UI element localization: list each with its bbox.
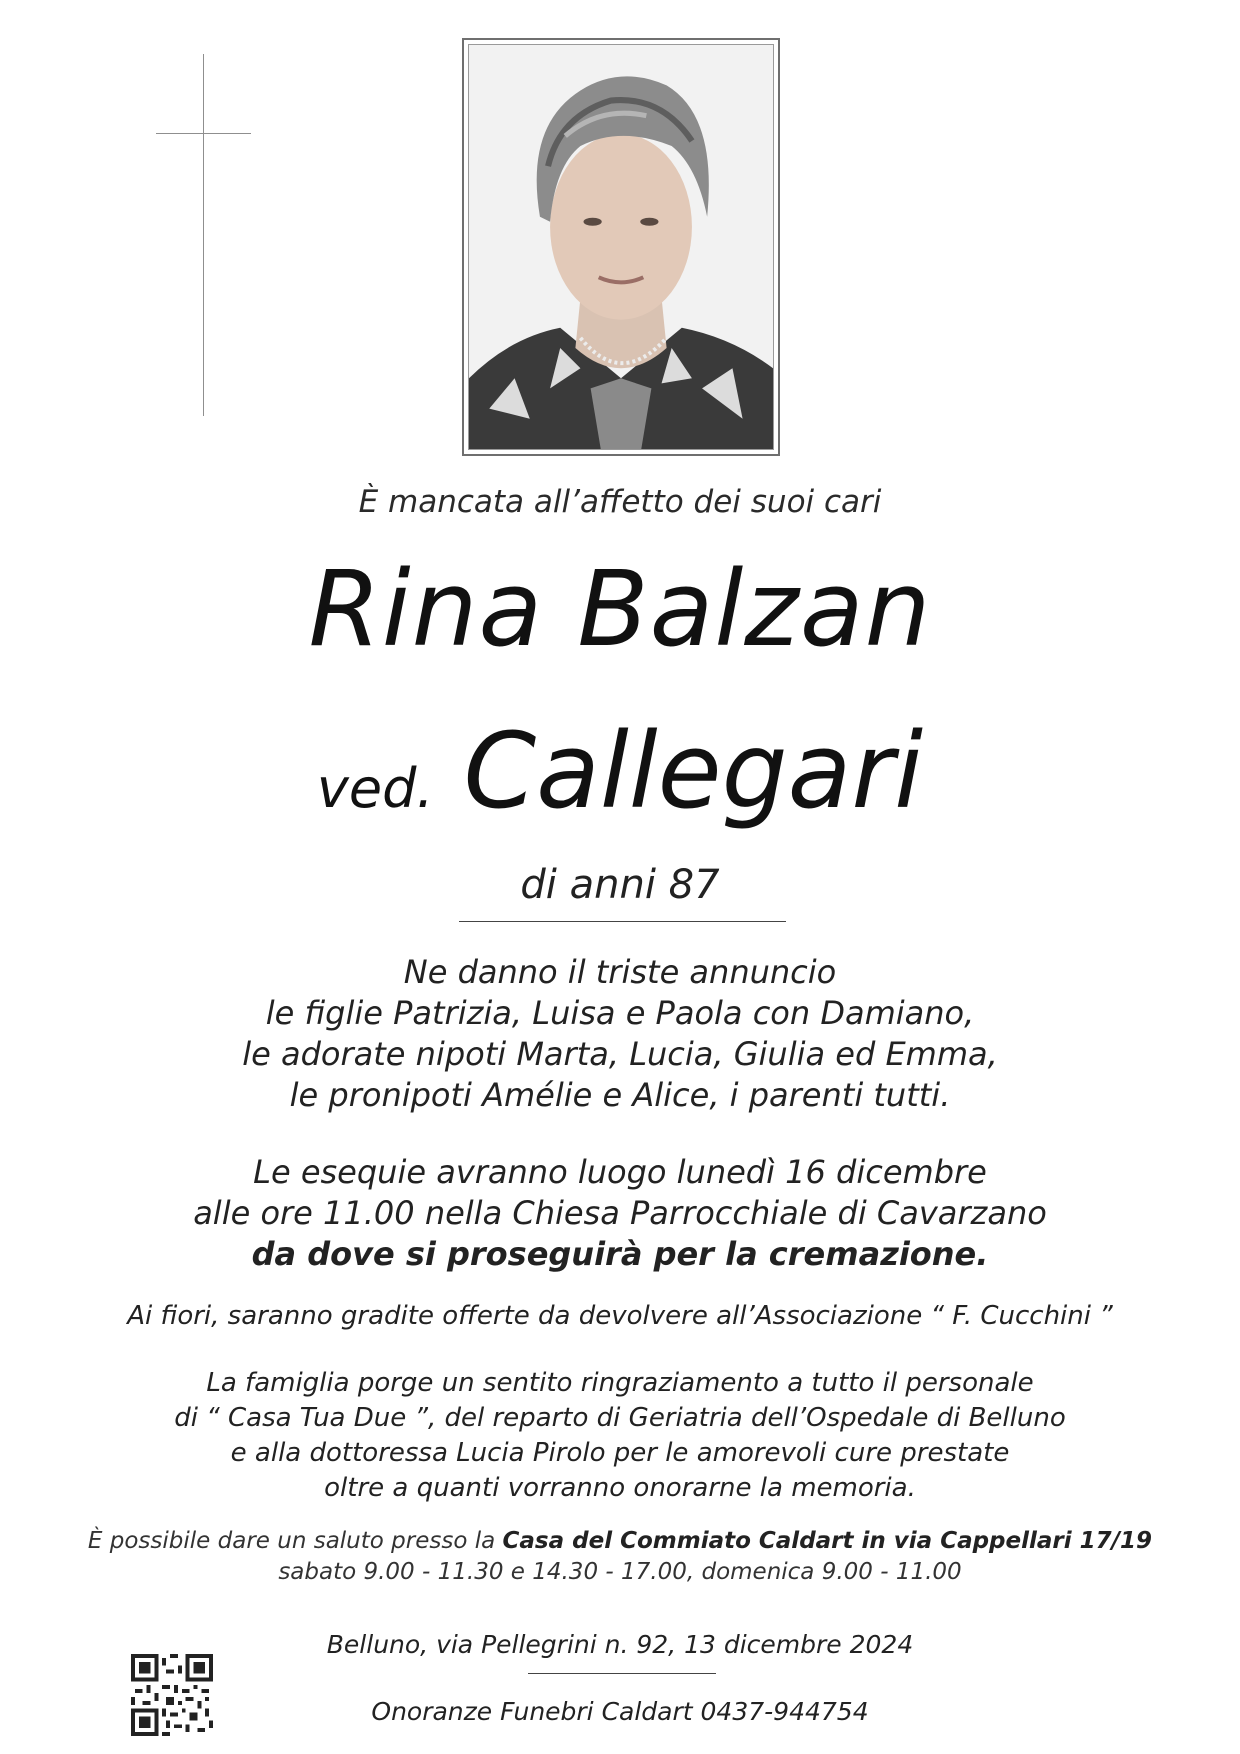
visit-block [0,1526,1240,1588]
age-text: di anni 87 [520,862,720,908]
portrait-photo [468,44,774,450]
thanks-line: oltre a quanti vorranno onorarne la memoria. [324,1473,916,1503]
portrait-frame [462,38,780,456]
cross-icon [203,54,204,416]
thanks-block [0,1366,1240,1506]
visit-line [0,1526,1240,1557]
deceased-name: Rina Balzan [308,548,932,670]
cross-icon-bar [156,133,251,134]
deceased-married-name [0,710,1240,832]
visit-prefix: È possibile dare un saluto presso la [87,1528,503,1554]
thanks-line: La famiglia porge un sentito ringraziamento a tutto il personale [206,1368,1034,1398]
funeral-line: alle ore 11.00 nella Chiesa Parrocchiale di Cavarzano [193,1194,1047,1232]
announcement-block [0,952,1240,1116]
announcement-line: le figlie Patrizia, Luisa e Paola con Damiano, [265,994,975,1032]
place-date: Belluno, via Pellegrini n. 92, 13 dicembre 2024 [326,1630,914,1659]
divider [459,921,786,922]
thanks-line: di “ Casa Tua Due ”, del reparto di Geriatria dell’Ospedale di Belluno [174,1403,1066,1433]
announcement-line: le adorate nipoti Marta, Lucia, Giulia ed Emma, [242,1035,998,1073]
intro-text: È mancata all’affetto dei suoi cari [358,484,882,520]
cremation-line: da dove si proseguirà per la cremazione. [251,1235,989,1273]
visit-hours: sabato 9.00 - 11.30 e 14.30 - 17.00, domenica 9.00 - 11.00 [278,1559,962,1585]
ved-label: ved. [316,757,434,820]
qr-code-icon[interactable] [131,1654,213,1736]
funeral-line: Le esequie avranno luogo lunedì 16 dicembre [253,1153,987,1191]
surname: Callegari [463,710,924,832]
funeral-block [0,1152,1240,1275]
announcement-line: le pronipoti Amélie e Alice, i parenti tutti. [289,1076,951,1114]
flowers-note: Ai fiori, saranno gradite offerte da devolvere all’Associazione “ F. Cucchini ” [127,1301,1113,1331]
visit-place: Casa del Commiato Caldart in via Cappellari 17/19 [502,1528,1153,1554]
thanks-line: e alla dottoressa Lucia Pirolo per le amorevoli cure prestate [230,1438,1010,1468]
footer-divider [528,1673,716,1674]
announcement-line: Ne danno il triste annuncio [403,953,837,991]
company-contact: Onoranze Funebri Caldart 0437-944754 [371,1697,869,1726]
